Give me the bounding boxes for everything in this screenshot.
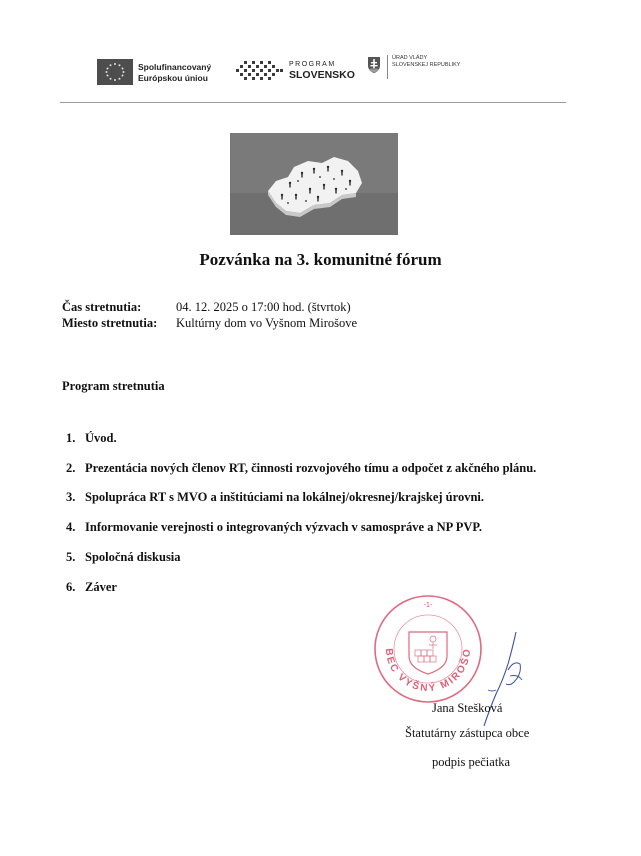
list-item: 3. Spolupráca RT s MVO a inštitúciami na lokálnej/okresnej/krajskej úrovni.: [66, 490, 485, 504]
program-heading: Program stretnutia: [62, 379, 165, 393]
page-title: Pozvánka na 3. komunitné fórum: [199, 250, 442, 269]
list-item: 2. Prezentácia nových členov RT, činnosti rozvojového tímu a odpočet z akčného plánu.: [66, 461, 537, 475]
logo-divider: [387, 55, 388, 79]
program-slovensko-mark-icon: [234, 58, 286, 84]
header-divider: [60, 102, 566, 103]
municipal-stamp: [373, 594, 483, 704]
list-item: 1. Úvod.: [66, 431, 117, 445]
government-office-text: ÚRAD VLÁDY SLOVENSKEJ REPUBLIKY: [392, 55, 461, 68]
meeting-time-label: Čas stretnutia:: [62, 300, 142, 314]
list-item: 6. Záver: [66, 580, 117, 594]
slovak-coat-of-arms-icon: [367, 56, 381, 74]
list-item: 5. Spoločná diskusia: [66, 550, 181, 564]
eu-flag-icon: [97, 59, 133, 85]
svg-text:OBEC VYŠNÝ MIROŠOV: [373, 594, 473, 694]
program-slovensko-text: PROGRAM SLOVENSKO: [289, 61, 355, 81]
list-item: 4. Informovanie verejnosti o integrovaných výzvach v samospráve a NP PVP.: [66, 520, 482, 534]
meeting-place-value: Kultúrny dom vo Vyšnom Mirošove: [176, 316, 358, 330]
stamp-text: BEC VYŠNÝ MIROŠO: [382, 646, 474, 695]
meeting-time-value: 04. 12. 2025 o 17:00 hod. (štvrtok): [176, 300, 351, 314]
signer-role: Štatutárny zástupca obce: [405, 726, 530, 740]
stamp-top-mark: -1-: [423, 602, 433, 609]
meeting-place-label: Miesto stretnutia:: [62, 316, 158, 330]
signer-name: Jana Stešková: [432, 701, 503, 715]
stamp-signature-note: podpis pečiatka: [432, 755, 511, 769]
eu-cofinanced-text: Spolufinancovaný Európskou úniou: [138, 62, 212, 83]
slovakia-map-with-people-icon: [230, 133, 398, 235]
